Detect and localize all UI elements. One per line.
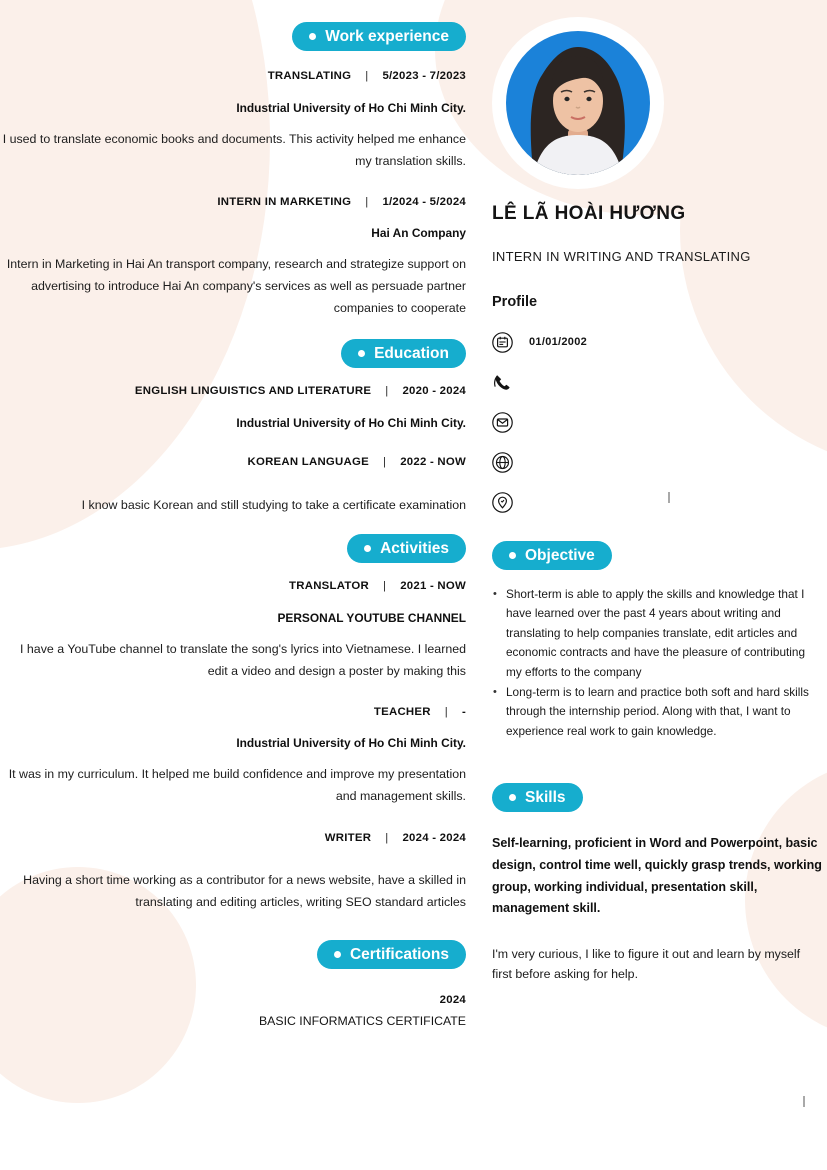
entry-title-line: [0, 456, 466, 469]
entry-separator: |: [382, 580, 387, 592]
entry-desc: It was in my curriculum. It helped me build confidence and improve my presentation and management skills.: [8, 767, 466, 803]
profile-row: [492, 362, 822, 402]
entry-title: TRANSLATING: [267, 70, 352, 82]
entry-separator: |: [382, 456, 387, 468]
section-pill-education: [341, 339, 466, 368]
objective-bullet: • Short-term is able to apply the skills and knowledge that I have learned over the past 4 years about writing and translating to help companies translate, edit articles and economic contracts and have the pleasure of contributing my efforts to the company: [492, 585, 824, 682]
profile-row: [492, 482, 822, 522]
entry-title-line: [0, 580, 466, 593]
section-label: Objective: [525, 546, 595, 564]
profile-value: 01/01/2002: [529, 336, 588, 348]
section-pill-work-experience: [292, 22, 466, 51]
entry-period: 5/2023 - 7/2023: [382, 70, 466, 82]
entry-desc: I used to translate economic books and documents. This activity helped me enhance my translation skills.: [2, 132, 466, 168]
profile-row: [492, 442, 822, 482]
entry-title-line: [0, 70, 466, 83]
entry-title: KOREAN LANGUAGE: [247, 456, 369, 468]
bullet-dot-icon: [364, 545, 371, 552]
entry-title: INTERN IN MARKETING: [217, 196, 352, 208]
skills-highlight: Self-learning, proficient in Word and Powerpoint, basic design, control time well, quickly grasp trends, working group, working individual, presentation skill, management skill.: [492, 836, 822, 916]
section-pill-activities: [347, 534, 466, 563]
entry-title-line: [0, 706, 466, 719]
bullet-dot-icon: [334, 951, 341, 958]
entry-desc: Having a short time working as a contributor for a news website, have a skilled in translating and editing articles, writing SEO standard articles: [23, 873, 466, 909]
profile-list: [492, 322, 822, 522]
mail-icon: [492, 412, 513, 433]
objective-list: [492, 585, 824, 742]
person-name: LÊ LÃ HOÀI HƯƠNG: [492, 203, 686, 224]
calendar-icon: [492, 332, 513, 353]
entry-period: 2020 - 2024: [402, 385, 466, 397]
section-label: Skills: [525, 788, 566, 806]
globe-icon: [492, 452, 513, 473]
profile-row: [492, 402, 822, 442]
entry-title: WRITER: [324, 832, 372, 844]
entry-org: Industrial University of Ho Chi Minh City.: [236, 416, 466, 430]
profile-heading: Profile: [492, 294, 538, 310]
entry-title-line: [0, 385, 466, 398]
entry-org: Industrial University of Ho Chi Minh City.: [236, 101, 466, 115]
artifact-mark: [803, 1096, 805, 1107]
entry-title: TEACHER: [373, 706, 431, 718]
bullet-dot-icon: [509, 552, 516, 559]
section-pill-row: [0, 940, 466, 969]
section-label: Work experience: [325, 27, 449, 45]
entry-title-line: [0, 832, 466, 845]
entry-period: 2022 - NOW: [400, 456, 466, 468]
entry-desc: I have a YouTube channel to translate the song's lyrics into Vietnamese. I learned edit a video and design a poster by making this: [20, 642, 466, 678]
entry-title: ENGLISH LINGUISTICS AND LITERATURE: [134, 385, 372, 397]
profile-row: [492, 322, 822, 362]
section-label: Education: [374, 344, 449, 362]
entry-org: PERSONAL YOUTUBE CHANNEL: [277, 611, 466, 625]
section-pill-skills-wrap: [492, 783, 583, 812]
location-icon: [492, 492, 513, 513]
photo-ring: [492, 17, 664, 189]
section-pill-objective: [492, 541, 612, 570]
bullet-dot-icon: [358, 350, 365, 357]
entry-period: -: [461, 706, 466, 718]
section-pill-certifications: [317, 940, 466, 969]
entry-separator: |: [385, 832, 389, 844]
entry-separator: |: [365, 70, 369, 82]
entry-org: Industrial University of Ho Chi Minh City.: [236, 736, 466, 750]
skills-note: I'm very curious, I like to figure it out and learn by myself first before asking for help.: [492, 947, 801, 981]
entry-period: 2021 - NOW: [400, 580, 466, 592]
section-label: Certifications: [349, 945, 449, 963]
entry-title: TRANSLATOR: [289, 580, 369, 592]
entry-period: 2024 - 2024: [402, 832, 466, 844]
portrait-illustration: [506, 31, 650, 175]
section-pill-skills: [492, 783, 583, 812]
section-pill-objective-wrap: [492, 541, 612, 570]
entry-separator: |: [385, 385, 389, 397]
entry-separator: |: [444, 706, 448, 718]
section-pill-row: [0, 534, 466, 563]
entry-title-line: [0, 196, 466, 209]
entry-desc: I know basic Korean and still studying to take a certificate examination: [81, 498, 466, 512]
phone-icon: [492, 372, 513, 393]
certification-year: 2024: [439, 994, 466, 1006]
section-label: Activities: [380, 539, 449, 557]
profile-photo: [506, 31, 650, 175]
objective-bullet: • Long-term is to learn and practice both soft and hard skills through the internship period. Along with that, I want to experience real work to gain knowledge.: [492, 683, 824, 741]
section-pill-row: [0, 339, 466, 368]
bullet-dot-icon: [509, 794, 516, 801]
bullet-dot-icon: [309, 33, 316, 40]
certification-name: BASIC INFORMATICS CERTIFICATE: [258, 1014, 466, 1028]
entry-desc: Intern in Marketing in Hai An transport company, research and strategize support on advertising to introduce Hai An company's services as well as persuade partner companies to cooperate: [6, 257, 466, 315]
artifact-mark: [668, 492, 670, 503]
main-column: [0, 22, 466, 1029]
entry-period: 1/2024 - 5/2024: [382, 196, 466, 208]
entry-separator: |: [365, 196, 369, 208]
person-role: INTERN IN WRITING AND TRANSLATING: [492, 249, 751, 264]
entry-org: Hai An Company: [371, 226, 466, 240]
